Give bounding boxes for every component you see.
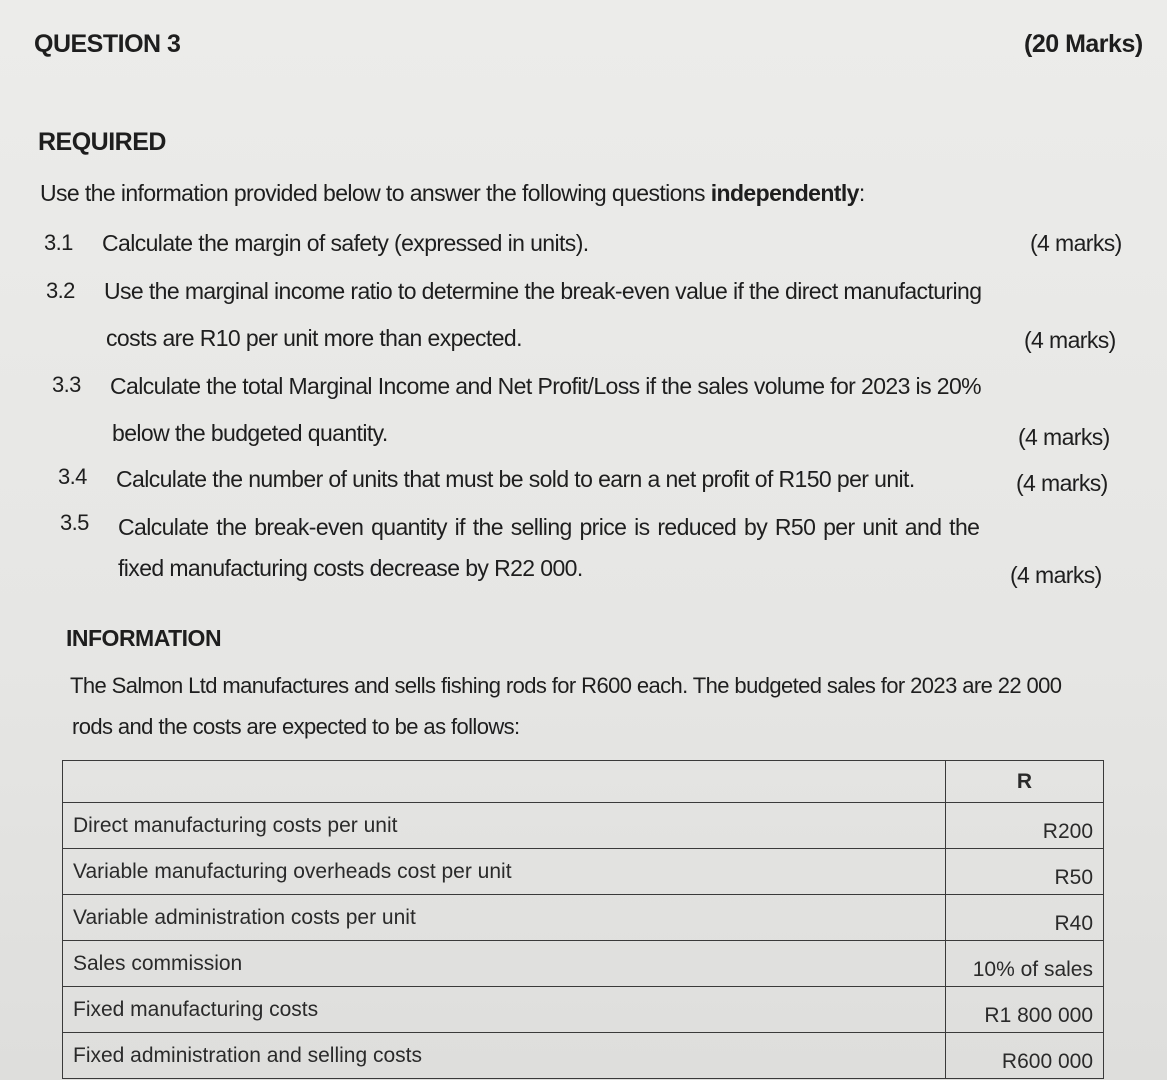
question-text-3-1: Calculate the margin of safety (expressed in units). <box>102 230 589 256</box>
intro-emphasis: independently <box>710 180 859 206</box>
cost-table <box>62 760 1104 1079</box>
table-row <box>63 1033 1104 1079</box>
cost-value: R50 <box>945 849 1103 895</box>
question-marks-3-5: (4 marks) <box>1010 562 1102 588</box>
cost-value: R600 000 <box>945 1033 1103 1079</box>
table-header-label <box>63 761 946 803</box>
intro-text: Use the information provided below to answer the following questions <box>40 180 711 206</box>
question-number-3-2: 3.2 <box>46 278 75 303</box>
question-text-3-5-line1: Calculate the break-even quantity if the selling price is reduced by R50 per unit and the <box>118 514 980 540</box>
table-row <box>63 941 1104 987</box>
cost-label: Sales commission <box>63 941 946 987</box>
required-intro <box>40 180 865 207</box>
question-text-3-5-line2: fixed manufacturing costs decrease by R22 000. <box>118 555 583 581</box>
question-number-3-4: 3.4 <box>58 464 87 489</box>
question-text-3-2-line1: Use the marginal income ratio to determine the break-even value if the direct manufacturing <box>104 278 982 304</box>
table-row <box>63 987 1104 1033</box>
cost-label: Variable administration costs per unit <box>63 895 946 941</box>
question-text-3-4: Calculate the number of units that must be sold to earn a net profit of R150 per unit. <box>116 466 915 492</box>
table-header-row <box>63 761 1104 803</box>
cost-label: Variable manufacturing overheads cost per unit <box>63 849 946 895</box>
cost-value: R1 800 000 <box>945 987 1103 1033</box>
table-row <box>63 895 1104 941</box>
question-title: QUESTION 3 <box>34 30 181 58</box>
table-row <box>63 803 1104 849</box>
information-paragraph-line2: rods and the costs are expected to be as follows: <box>72 714 520 739</box>
information-paragraph-line1: The Salmon Ltd manufactures and sells fishing rods for R600 each. The budgeted sales for 2023 are 22 000 <box>70 673 1062 698</box>
question-text-3-3-line1: Calculate the total Marginal Income and Net Profit/Loss if the sales volume for 2023 is 20% <box>110 373 981 399</box>
cost-label: Fixed manufacturing costs <box>63 987 946 1033</box>
question-text-3-2-line2: costs are R10 per unit more than expected. <box>106 325 522 351</box>
table-header-currency: R <box>945 761 1103 803</box>
question-marks-3-1: (4 marks) <box>1030 230 1122 256</box>
question-number-3-3: 3.3 <box>52 372 81 397</box>
intro-colon: : <box>858 180 865 206</box>
question-marks-3-2: (4 marks) <box>1024 327 1116 353</box>
information-heading: INFORMATION <box>66 625 222 651</box>
cost-value: 10% of sales <box>945 941 1103 987</box>
question-text-3-3-line2: below the budgeted quantity. <box>112 420 388 446</box>
required-heading: REQUIRED <box>38 128 166 156</box>
total-marks: (20 Marks) <box>1024 30 1143 58</box>
cost-label: Direct manufacturing costs per unit <box>63 803 946 849</box>
question-marks-3-3: (4 marks) <box>1018 424 1110 450</box>
question-marks-3-4: (4 marks) <box>1016 470 1108 496</box>
table-row <box>63 849 1104 895</box>
cost-value: R200 <box>945 803 1103 849</box>
cost-label: Fixed administration and selling costs <box>63 1033 946 1079</box>
question-number-3-5: 3.5 <box>60 510 89 535</box>
question-number-3-1: 3.1 <box>44 230 73 255</box>
cost-value: R40 <box>945 895 1103 941</box>
